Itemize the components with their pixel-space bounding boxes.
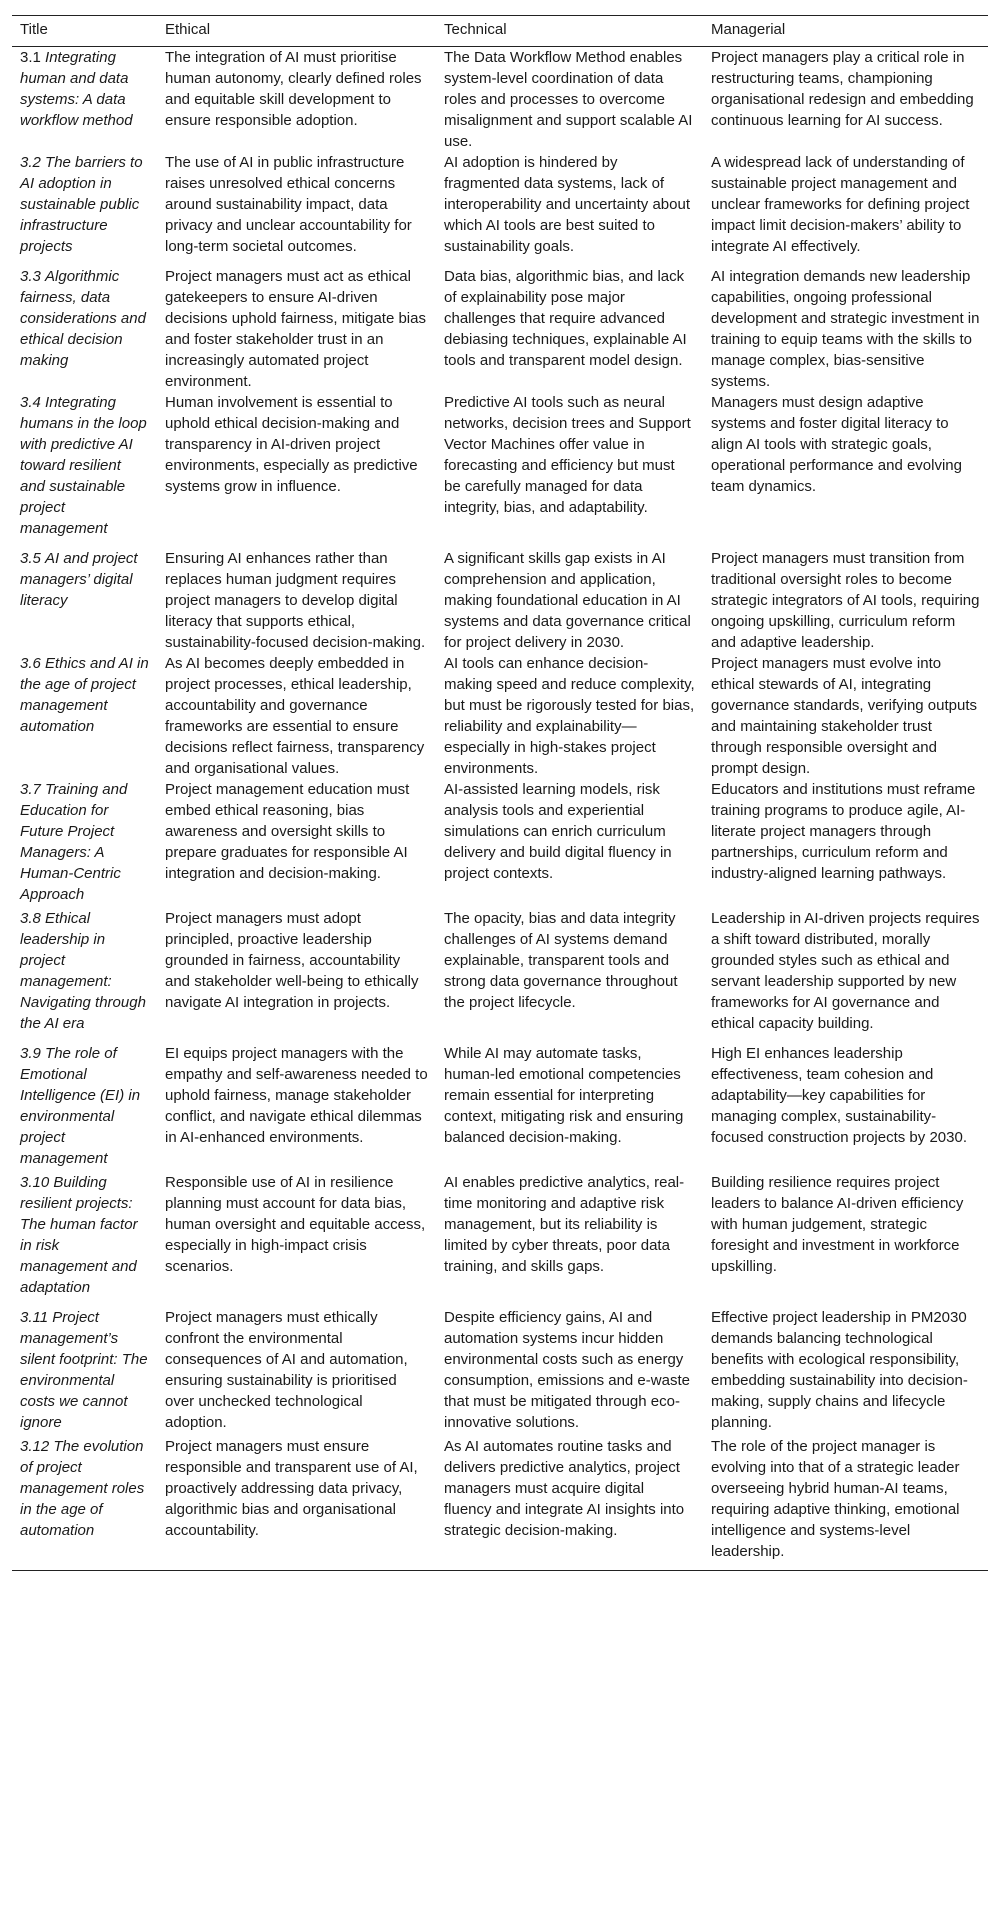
section-number: 3.2	[20, 154, 41, 171]
section-title: Integrating human and data systems: A data workflow method	[20, 49, 133, 129]
row-title-cell	[12, 1043, 157, 1172]
table-row	[12, 653, 988, 779]
technical-cell: The opacity, bias and data integrity challenges of AI systems demand explainable, transparent tools and strong data governance throughout the project lifecycle.	[444, 910, 678, 1011]
row-title-cell	[12, 152, 157, 266]
section-title: Project management’s silent footprint: The environmental costs we cannot ignore	[20, 1309, 148, 1431]
technical-cell: AI adoption is hindered by fragmented data systems, lack of interoperability and uncertainty about which AI tools are best suited to sustainability goals.	[444, 154, 690, 255]
row-title-cell	[12, 548, 157, 653]
section-number: 3.5	[20, 550, 41, 567]
managerial-cell: Project managers must transition from traditional oversight roles to become strategic integrators of AI tools, requiring ongoing upskilling, curriculum reform and adaptive leadership.	[711, 550, 980, 651]
managerial-cell: Educators and institutions must reframe training programs to produce agile, AI-literate project managers through partnerships, curriculum reform and industry-aligned learning pathways.	[711, 781, 976, 882]
managerial-cell: AI integration demands new leadership capabilities, ongoing professional development and strategic investment in training to equip teams with the skills to manage complex, bias-sensitive systems.	[711, 268, 980, 390]
managerial-cell: Project managers must evolve into ethical stewards of AI, integrating governance standards, verifying outputs and maintaining stakeholder trust through responsible oversight and prompt design.	[711, 655, 977, 777]
ethical-cell: Project management education must embed ethical reasoning, bias awareness and oversight skills to prepare graduates for responsible AI integration and decision-making.	[165, 781, 410, 882]
ethical-cell: The integration of AI must prioritise human autonomy, clearly defined roles and equitable skill development to ensure responsible adoption.	[165, 49, 422, 129]
ethical-cell: Ensuring AI enhances rather than replaces human judgment requires project managers to develop digital literacy that supports ethical, sustainability-focused decision-making.	[165, 550, 426, 651]
section-number: 3.1	[20, 49, 41, 66]
ethical-cell: Responsible use of AI in resilience planning must account for data bias, human oversight and equitable access, especially in high-impact crisis scenarios.	[165, 1174, 426, 1275]
table-row	[12, 908, 988, 1043]
row-title-cell	[12, 392, 157, 548]
section-title: Building resilient projects: The human factor in risk management and adaptation	[20, 1174, 138, 1296]
header-managerial: Managerial	[711, 21, 786, 38]
row-title-cell	[12, 1436, 157, 1571]
technical-cell: AI enables predictive analytics, real-time monitoring and adaptive risk management, but its reliability is limited by cyber threats, poor data training, and skills gaps.	[444, 1174, 685, 1275]
section-title: The evolution of project management roles in the age of automation	[20, 1438, 145, 1539]
section-title: AI and project managers’ digital literacy	[20, 550, 138, 609]
section-number: 3.7	[20, 781, 41, 798]
table-row	[12, 266, 988, 392]
section-title: Training and Education for Future Project Managers: A Human-Centric Approach	[20, 781, 128, 903]
technical-cell: While AI may automate tasks, human-led emotional competencies remain essential for interpreting context, mitigating risk and ensuring balanced decision-making.	[444, 1045, 684, 1146]
managerial-cell: Leadership in AI-driven projects requires a shift toward distributed, morally grounded styles such as ethical and servant leadership supported by new frameworks for AI governance and ethical capacity building.	[711, 910, 980, 1032]
managerial-cell: Managers must design adaptive systems and foster digital literacy to align AI tools with strategic goals, operational performance and evolving team dynamics.	[711, 394, 962, 495]
technical-cell: AI tools can enhance decision-making speed and reduce complexity, but must be rigorously tested for bias, reliability and explainability—especially in high-stakes project environments.	[444, 655, 695, 777]
ethical-cell: The use of AI in public infrastructure raises unresolved ethical concerns around sustainability impact, data privacy and unclear accountability for long-term societal outcomes.	[165, 154, 412, 255]
section-number: 3.10	[20, 1174, 50, 1191]
table-row	[12, 1436, 988, 1571]
section-title: The barriers to AI adoption in sustainable public infrastructure projects	[20, 154, 143, 255]
technical-cell: Despite efficiency gains, AI and automation systems incur hidden environmental costs such as energy consumption, emissions and e-waste that must be mitigated through eco-innovative solutions.	[444, 1309, 690, 1431]
managerial-cell: Building resilience requires project leaders to balance AI-driven efficiency with human judgement, strategic foresight and investment in workforce upskilling.	[711, 1174, 964, 1275]
table-row	[12, 47, 988, 153]
table-row	[12, 1043, 988, 1172]
managerial-cell: A widespread lack of understanding of sustainable project management and unclear frameworks for defining project impact limit decision-makers’ ability to integrate AI effectively.	[711, 154, 970, 255]
section-number: 3.6	[20, 655, 41, 672]
managerial-cell: The role of the project manager is evolving into that of a strategic leader overseeing hybrid human-AI teams, requiring adaptive thinking, emotional intelligence and systems-level leadership.	[711, 1438, 960, 1560]
table-row	[12, 1172, 988, 1307]
row-title-cell	[12, 1307, 157, 1436]
row-title-cell	[12, 779, 157, 908]
row-title-cell	[12, 1172, 157, 1307]
summary-table	[12, 15, 988, 1571]
technical-cell: Predictive AI tools such as neural networks, decision trees and Support Vector Machines offer value in forecasting and efficiency but must be carefully managed for data integrity, bias, and adaptability.	[444, 394, 691, 516]
ethical-cell: Project managers must ethically confront the environmental consequences of AI and automation, ensuring sustainability is prioritised over unchecked technological adoption.	[165, 1309, 408, 1431]
ethical-cell: Human involvement is essential to uphold ethical decision-making and transparency in AI-driven project environments, especially as predictive systems grow in influence.	[165, 394, 418, 495]
row-title-cell	[12, 266, 157, 392]
technical-cell: As AI automates routine tasks and delivers predictive analytics, project managers must acquire digital fluency and integrate AI insights into strategic decision-making.	[444, 1438, 685, 1539]
section-title: The role of Emotional Intelligence (EI) in environmental project management	[20, 1045, 141, 1167]
header-technical: Technical	[444, 21, 507, 38]
section-number: 3.3	[20, 268, 41, 285]
ethical-cell: Project managers must act as ethical gatekeepers to ensure AI-driven decisions uphold fairness, mitigate bias and foster stakeholder trust in an increasingly automated project environment.	[165, 268, 426, 390]
technical-cell: The Data Workflow Method enables system-level coordination of data roles and processes to overcome misalignment and support scalable AI use.	[444, 49, 693, 150]
table-row	[12, 779, 988, 908]
header-ethical: Ethical	[165, 21, 211, 38]
table-row	[12, 152, 988, 266]
section-number: 3.4	[20, 394, 41, 411]
ethical-cell: As AI becomes deeply embedded in project processes, ethical leadership, accountability and governance frameworks are essential to ensure decisions reflect fairness, transparency and organisational values.	[165, 655, 425, 777]
technical-cell: Data bias, algorithmic bias, and lack of explainability pose major challenges that require advanced debiasing techniques, explainable AI tools and transparent model design.	[444, 268, 687, 369]
section-number: 3.12	[20, 1438, 50, 1455]
row-title-cell	[12, 653, 157, 779]
ethical-cell: EI equips project managers with the empathy and self-awareness needed to uphold fairness, manage stakeholder conflict, and navigate ethical dilemmas in AI-enhanced environments.	[165, 1045, 428, 1146]
table-row	[12, 392, 988, 548]
technical-cell: AI-assisted learning models, risk analysis tools and experiential simulations can enrich curriculum delivery and build digital fluency in project contexts.	[444, 781, 672, 882]
row-title-cell	[12, 47, 157, 153]
table-header-row	[12, 16, 988, 47]
section-number: 3.8	[20, 910, 41, 927]
table-body	[12, 47, 988, 1571]
ethical-cell: Project managers must ensure responsible and transparent use of AI, proactively addressing data privacy, algorithmic bias and organisational accountability.	[165, 1438, 418, 1539]
managerial-cell: Effective project leadership in PM2030 demands balancing technological benefits with ecological responsibility, embedding sustainability into decision-making, supply chains and lifecycle planning.	[711, 1309, 968, 1431]
table-row	[12, 548, 988, 653]
section-title: Integrating humans in the loop with predictive AI toward resilient and sustainable project management	[20, 394, 147, 537]
section-number: 3.9	[20, 1045, 41, 1062]
header-title: Title	[20, 21, 48, 38]
ethical-cell: Project managers must adopt principled, proactive leadership grounded in fairness, accountability and stakeholder well-being to ethically navigate AI integration in projects.	[165, 910, 419, 1011]
table-row	[12, 1307, 988, 1436]
managerial-cell: Project managers play a critical role in restructuring teams, championing organisational redesign and embedding continuous learning for AI success.	[711, 49, 974, 129]
row-title-cell	[12, 908, 157, 1043]
section-number: 3.11	[20, 1309, 49, 1326]
managerial-cell: High EI enhances leadership effectiveness, team cohesion and adaptability—key capabilities for managing complex, sustainability-focused construction projects by 2030.	[711, 1045, 967, 1146]
section-title: Ethics and AI in the age of project management automation	[20, 655, 149, 735]
technical-cell: A significant skills gap exists in AI comprehension and application, making foundational education in AI systems and data governance critical for project delivery in 2030.	[444, 550, 691, 651]
section-title: Algorithmic fairness, data considerations and ethical decision making	[20, 268, 146, 369]
section-title: Ethical leadership in project management: Navigating through the AI era	[20, 910, 146, 1032]
